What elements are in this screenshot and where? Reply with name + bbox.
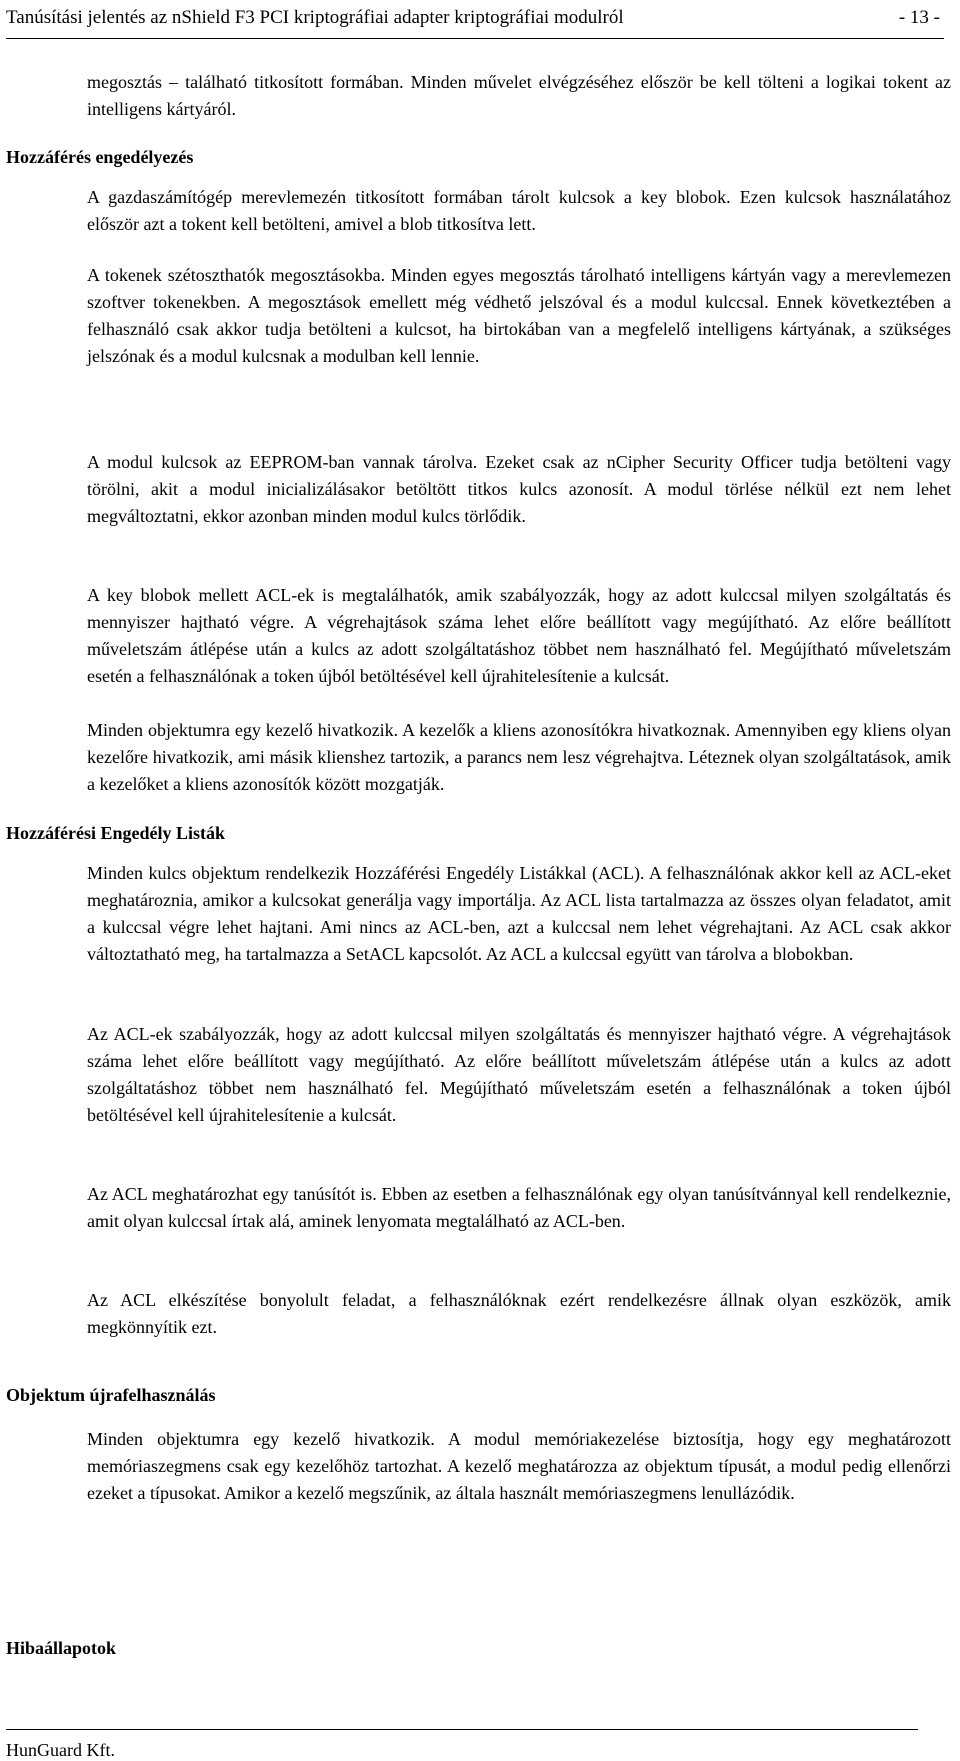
heading-acl: Hozzáférési Engedély Listák [6, 823, 225, 843]
page-number: - 13 - [898, 7, 940, 28]
paragraph-text: Minden objektumra egy kezelő hivatkozik. A modul memóriakezelése biztosítja, hogy egy meghatározott memóriaszegmens csak egy kezelőhöz tartozhat. A kezelő meghatározza az objektum típusát, a modul pedig ellenőrzi ezeket a típusokat. Amikor a kezelő megszűnik, az általa használt memóriaszegmens lenullázódik. [87, 1429, 951, 1503]
paragraph-access-2 [87, 262, 951, 370]
footer-divider [6, 1729, 918, 1730]
paragraph-access-3 [87, 449, 951, 530]
footer-company: HunGuard Kft. [6, 1740, 115, 1760]
heading-object-reuse: Objektum újrafelhasználás [6, 1385, 216, 1405]
paragraph-reuse-1 [87, 1426, 951, 1507]
paragraph-text: megosztás – található titkosított formában. Minden művelet elvégzéséhez először be kell tölteni a logikai tokent az intelligens kártyáról. [87, 72, 951, 119]
paragraph-acl-2 [87, 1021, 951, 1129]
paragraph-text: A key blobok mellett ACL-ek is megtalálhatók, amik szabályozzák, hogy az adott kulccsal milyen szolgáltatás és mennyiszer hajtható végre. A végrehajtások száma lehet előre beállított vagy megújítható. Az előre beállított műveletszám átlépése után a kulcs az adott szolgáltatáshoz többet nem használható fel. Megújítható műveletszám esetén a felhasználónak a token újból betöltésével kell újrahitelesítenie a kulcsát. [87, 585, 951, 686]
paragraph-text: A modul kulcsok az EEPROM-ban vannak tárolva. Ezeket csak az nCipher Security Officer tudja betölteni vagy törölni, akit a modul inicializálásakor betöltött titkos kulcs azonosít. A modul törlése nélkül ezt nem lehet megváltoztatni, ekkor azonban minden modul kulcs törlődik. [87, 452, 951, 526]
paragraph-acl-3 [87, 1181, 951, 1235]
paragraph-text: A gazdaszámítógép merevlemezén titkosított formában tárolt kulcsok a key blobok. Ezen kulcsok használatához először azt a tokent kell betölteni, amivel a blob titkosítva lett. [87, 187, 951, 234]
page-header [6, 8, 944, 39]
paragraph-text: Minden objektumra egy kezelő hivatkozik. A kezelők a kliens azonosítókra hivatkoznak. Amennyiben egy kliens olyan kezelőre hivatkozik, ami másik klienshez tartozik, a parancs nem lesz végrehajtva. Léteznek olyan szolgáltatások, amik a kezelőket a kliens azonosítók között mozgatják. [87, 720, 951, 794]
paragraph-text: Az ACL elkészítése bonyolult feladat, a felhasználóknak ezért rendelkezésre állnak olyan eszközök, amik megkönnyítik ezt. [87, 1290, 951, 1337]
heading-error-states: Hibaállapotok [6, 1638, 117, 1658]
heading-access-authorization: Hozzáférés engedélyezés [6, 147, 194, 167]
paragraph-acl-1 [87, 860, 951, 968]
paragraph-access-5 [87, 717, 951, 798]
paragraph-text: Az ACL meghatározhat egy tanúsítót is. Ebben az esetben a felhasználónak egy olyan tanúsítvánnyal kell rendelkeznie, amit olyan kulccsal írtak alá, aminek lenyomata megtalálható az ACL-ben. [87, 1184, 951, 1231]
paragraph-text: Az ACL-ek szabályozzák, hogy az adott kulccsal milyen szolgáltatás és mennyiszer hajtható végre. A végrehajtások száma lehet előre beállított vagy megújítható. Az előre beállított műveletszám átlépése után a kulcs az adott szolgáltatáshoz többet nem használható fel. Megújítható műveletszám esetén a felhasználónak a token újból betöltésével kell újrahitelesítenie a kulcsát. [87, 1024, 951, 1125]
paragraph-access-4 [87, 582, 951, 690]
paragraph-text: Minden kulcs objektum rendelkezik Hozzáférési Engedély Listákkal (ACL). A felhasználónak akkor kell az ACL-eket meghatároznia, amikor a kulcsokat generálja vagy importálja. Az ACL lista tartalmazza az összes olyan feladatot, amit a kulccsal végre lehet hajtani. Ami nincs az ACL-ben, azt a kulccsal nem lehet végrehajtani. Az ACL csak akkor változtatható meg, ha tartalmazza a SetACL kapcsolót. Az ACL a kulccsal együtt van tárolva a blobokban. [87, 863, 951, 964]
paragraph-intro [87, 69, 951, 123]
document-title: Tanúsítási jelentés az nShield F3 PCI kriptográfiai adapter kriptográfiai modulról [6, 7, 624, 28]
paragraph-access-1 [87, 184, 951, 238]
paragraph-text: A tokenek szétoszthatók megosztásokba. Minden egyes megosztás tárolható intelligens kártyán vagy a merevlemezen szoftver tokenekben. A megosztások emellett még védhető jelszóval és a modul kulccsal. Ennek következtében a felhasználó csak akkor tudja betölteni a kulcsot, ha birtokában van a megfelelő intelligens kártyának, a szükséges jelszónak és a modul kulcsnak a modulban kell lennie. [87, 265, 951, 366]
paragraph-acl-4 [87, 1287, 951, 1341]
